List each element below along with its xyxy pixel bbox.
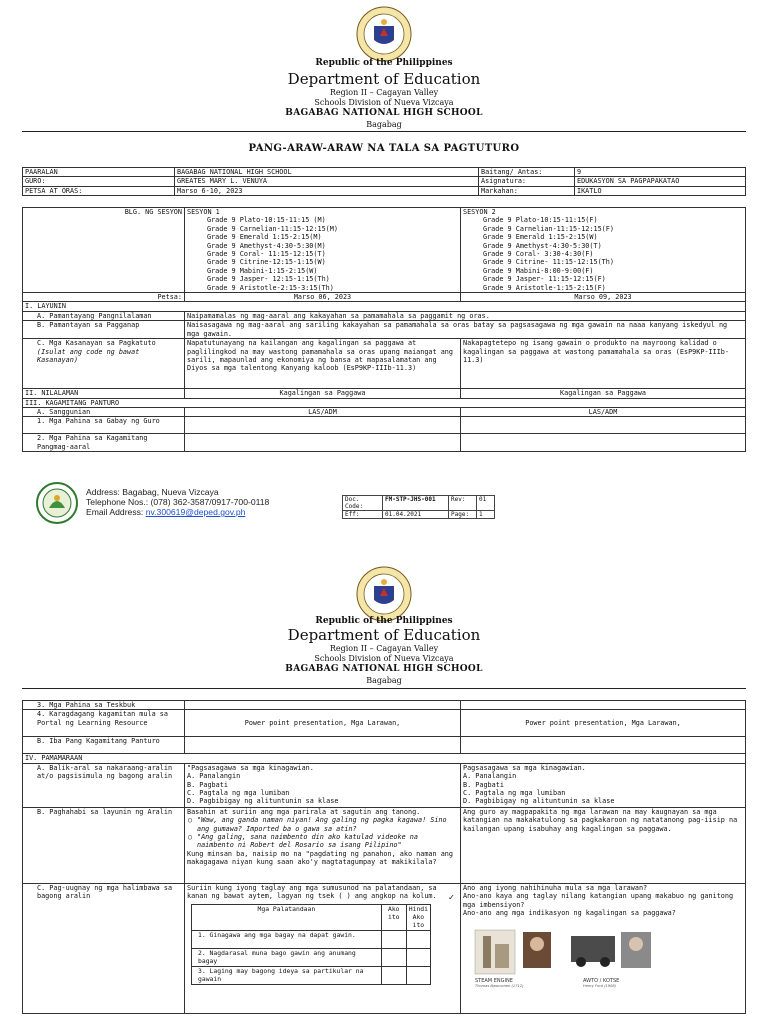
imbensiyon-pictures	[471, 926, 699, 988]
kagamitang-label: 2. Mga Pahina sa Kagamitang Pangmag-aaral	[23, 434, 185, 452]
sesyon-one-cell	[185, 208, 461, 293]
hindi-ako-ito-cell[interactable]	[406, 948, 430, 966]
sesyon-item: Grade 9 Carnelian-11:15-12:15(F)	[483, 224, 614, 233]
sanggunian-two: LAS/ADM	[461, 407, 746, 416]
kagamitang-two	[461, 434, 746, 452]
page-value: 1	[477, 511, 495, 519]
balik-one	[185, 763, 461, 807]
balik-item: D. Pagbibigay ng alituntunin sa klase	[187, 797, 339, 806]
rev-value: 01	[477, 496, 495, 511]
page-two	[0, 560, 768, 1024]
pagganap-value: Naisasagawa ng mag-aaral ang sariling kakayahan sa pamamahala sa oras batay sa pagsasagawa ng mga gawain na naaa kanyang iskedyul ng mga gawain.	[185, 321, 746, 339]
iba-one	[185, 737, 461, 754]
gabay-two	[461, 417, 746, 434]
department-title: Department of Education	[287, 70, 481, 88]
sesyon-two-title: SESYON 2	[463, 208, 496, 216]
sesyon-item: Grade 9 Citrine-12:15-1:15(W)	[207, 258, 326, 267]
pag-ugnay-question: Ano-ano ang mga indikasyon ng kagalingan sa paggawa?	[463, 909, 676, 918]
palatandaan-table	[191, 904, 431, 985]
balik-item: A. Panalangin	[463, 772, 517, 781]
pag-ugnay-question: Ano ang iyong nahihinuha mula sa mga larawan?	[463, 883, 648, 892]
eff-label: Eff:	[343, 511, 383, 519]
region-label: Region II – Cagayan Valley	[329, 644, 439, 653]
gabay-one	[185, 417, 461, 434]
balik-item: A. Panalangin	[187, 772, 241, 781]
caption-awto-sub: Henry Ford (1908)	[583, 983, 617, 988]
footer-email-link[interactable]: nv.300619@deped.gov.ph	[145, 507, 246, 517]
paghahabi-outro: Kung minsan ba, naisip mo na "pagdating ng panahon, ako naman ang makagagawa niyan kung saan ako'y magtatagumpay at makikilala?	[187, 849, 453, 867]
baitang-value: 9	[575, 168, 746, 177]
balik-two-title: Pagsasagawa sa mga kinagawian.	[463, 763, 586, 772]
ako-ito-cell[interactable]	[381, 930, 406, 948]
school-name: BAGABAG NATIONAL HIGH SCHOOL	[285, 664, 483, 674]
sesyon-item: Grade 9 Jasper- 11:15-12:15(F)	[483, 275, 606, 284]
department-title: Department of Education	[287, 626, 481, 644]
nilalaman-heading: II. NILALAMAN	[23, 389, 185, 398]
sesyon-two-cell	[461, 208, 746, 293]
nilalaman-one: Kagalingan sa Paggawa	[185, 389, 461, 398]
palatandaan-row: 2. Nagdarasal muna bago gawin ang anumang bagay	[192, 948, 382, 966]
paghahabi-question-two	[187, 833, 458, 850]
pag-ugnay-two	[461, 883, 746, 1013]
paghahabi-intro: Basahin at suriin ang mga pariralа at sagutin ang tanong.	[187, 807, 421, 816]
page-label: Page:	[449, 511, 477, 519]
petsa-value: Marso 6-10, 2023	[175, 186, 479, 195]
gabay-label: 1. Mga Pahina sa Gabay ng Guro	[23, 417, 185, 434]
header-rule	[22, 131, 746, 132]
republic-label: Republic of the Philippines	[315, 616, 453, 626]
kasanayan-label-note: (Isulat ang code ng bawat Kasanayan)	[37, 347, 140, 364]
paghahabi-question-two-text: "Ang galing, sana naimbento din ako katulad vidеoke na naimbento ni Robert del Rosario sa isang Pilipino"	[197, 833, 418, 850]
palatandaan-row: 1. Ginagawa ang mga bagay na dapat gawin.	[192, 930, 382, 948]
guro-value: GREATES MARY L. VENUYA	[175, 177, 479, 186]
kagamitang-one	[185, 434, 461, 452]
sesyon-item: Grade 9 Amethyst-4:30-5:30(M)	[207, 241, 326, 250]
sesyon-item: Grade 9 Emerald 1:15-2:15(M)	[207, 233, 322, 242]
sesyon-item: Grade 9 Mabini-1:15-2:15(W)	[207, 266, 318, 275]
pangnilalaman-label: A. Pamantayang Pangnilalaman	[23, 311, 185, 320]
footer	[28, 482, 740, 522]
paghahabi-question-one-text: "Waw, ang ganda naman niyan! Ang galing ng pagka kagawa! Sino ang gumawa? Imported ba o gawa sa atin?	[197, 816, 447, 833]
sesyon-item: Grade 9 Coral- 11:15-12:15(T)	[207, 250, 326, 259]
deped-seal-icon	[356, 566, 412, 622]
kasanayan-value-one: Napatutunayang na kailangan ang kagalingan sa paggawa at paglilingkod na may wastong pamamahala sa oras upang maiangat ang sarili, mapaunlad ang ekonomiya ng bansa at mapasalamatan ang Diyos sa mga talentong Kanyang kaloob (EsP9KP-IIIb-11.3)	[185, 339, 461, 389]
karagdagan-label: 4. Karagdagang kagamitan mula sa Portal ng Learning Resource	[23, 710, 185, 737]
palatandaan-header: Mga Palatandaan	[192, 904, 382, 930]
sesyon-item: Grade 9 Plato-10:15-11:15(F)	[483, 216, 598, 225]
paghahabi-one	[185, 807, 461, 883]
pag-ugnay-question: Ano-ano kaya ang taglay nilang katangian upang makabuo ng ganitong mga imbensiyon?	[463, 892, 734, 909]
ako-ito-cell[interactable]	[381, 948, 406, 966]
kasanayan-cell	[23, 339, 185, 389]
caption-awto: AWTO / KOTSE	[583, 977, 620, 984]
baitang-label: Baitang/ Antas:	[479, 168, 575, 177]
petsa-label: PETSA AT ORAS:	[23, 186, 175, 195]
sesyon-item: Grade 9 Plato-10:15-11:15 (M)	[207, 216, 326, 225]
region-label: Region II – Cagayan Valley	[329, 88, 439, 97]
info-table	[22, 167, 746, 196]
sesyon-item: Grade 9 Coral- 3:30-4:30(F)	[483, 250, 594, 259]
caption-steam-engine-sub: Thomas Newcomen (1712)	[475, 983, 524, 988]
paaralan-value: BAGABAG NATIONAL HIGH SCHOOL	[175, 168, 479, 177]
blg-sesyon-label: BLG. NG SESYON	[23, 208, 185, 293]
balik-one-title: "Pagsasagawa sa mga kinagawian.	[187, 763, 314, 772]
balik-item: B. Pagbati	[463, 780, 504, 789]
hindi-ako-ito-cell[interactable]	[406, 966, 430, 984]
pagganap-label: B. Pamantayan sa Pagganap	[23, 321, 185, 339]
tekstbuk-two	[461, 701, 746, 710]
plan-table	[22, 207, 746, 452]
republic-label: Republic of the Philippines	[315, 58, 453, 68]
deped-seal-icon	[356, 6, 412, 62]
balik-label: A. Balik-aral sa nakaraang-aralin at/o pagsisimula ng bagong aralin	[23, 763, 185, 807]
sesyon-item: Grade 9 Aristotle-1:15-2:15(F)	[483, 283, 606, 292]
bullet-icon: ○	[188, 816, 193, 825]
sesyon-item: Grade 9 Carnelian-11:15-12:15(M)	[207, 224, 338, 233]
iba-label: B. Iba Pang Kagamitang Panturo	[23, 737, 185, 754]
school-name: BAGABAG NATIONAL HIGH SCHOOL	[285, 108, 483, 118]
tekstbuk-one	[185, 701, 461, 710]
footer-address: Address: Bagabag, Nueva Vizcaya	[86, 487, 219, 497]
petsa-row-label: Petsa:	[23, 293, 185, 302]
kasanayan-value-two: Nakapagtetepo ng isang gawain o produkto na mayroong kalidad o kagalingan sa paggawa at wastong pamamahala sa oras (EsP9KP-IIIb-11.3)	[461, 339, 746, 389]
caption-steam-engine: STEAM ENGINE	[475, 977, 513, 984]
balik-item: C. Pagtala ng mga lumiban	[187, 789, 290, 798]
nilalaman-two: Kagalingan sa Paggawa	[461, 389, 746, 398]
iba-two	[461, 737, 746, 754]
balik-two	[461, 763, 746, 807]
sesyon-item: Grade 9 Jasper- 12:15-1:15(Th)	[207, 275, 330, 284]
kasanayan-label: C. Mga Kasanayan sa Pagkatuto	[37, 339, 156, 348]
rev-label: Rev:	[449, 496, 477, 511]
division-label: Schools Division of Nueva Vizcaya	[314, 98, 454, 107]
sesyon-item: Grade 9 Citrine- 11:15-12:15(Th)	[483, 258, 614, 267]
sanggunian-one: LAS/ADM	[185, 407, 461, 416]
paghahabi-question-one	[187, 816, 458, 833]
footer-address-block	[86, 487, 269, 517]
bullet-icon: ○	[188, 833, 193, 842]
pamamaraan-heading: IV. PAMAMARAAN	[23, 754, 746, 763]
sesyon-item: Grade 9 Emerald 1:15-2:15(W)	[483, 233, 598, 242]
balik-item: B. Pagbati	[187, 780, 228, 789]
sanggunian-label: A. Sanggunian	[23, 407, 185, 416]
sesyon-one-title: SESYON 1	[187, 208, 220, 216]
town-label: Bagabag	[366, 676, 402, 685]
layunin-heading: I. LAYUNIN	[23, 302, 746, 311]
markahan-label: Markahan:	[479, 186, 575, 195]
pag-ugnay-label: C. Pag-uugnay ng mga halimbawa sa bagong aralin	[23, 883, 185, 1013]
paghahabi-two: Ang guro ay magpapakita ng mga larawan na may kaugnayan sa mga katangian na makakatulong sa pagkakaroon ng natatanong pag-iisip na kailangan upang isabuhay ang kagalingan sa paggawa.	[461, 807, 746, 883]
balik-item: C. Pagtala ng mga lumiban	[463, 789, 566, 798]
karagdagan-one: Power point presentation, Mga Larawan,	[185, 710, 461, 737]
ako-ito-cell[interactable]	[381, 966, 406, 984]
asignatura-label: Asignatura:	[479, 177, 575, 186]
school-logo-icon	[36, 482, 78, 524]
sesyon-item: Grade 9 Aristotle-2:15-3:15(Th)	[207, 283, 334, 292]
pangnilalaman-value: Naipamamalas ng mag-aaral ang kakayahan sa pamamahala sa paggamit ng oras.	[185, 311, 746, 320]
guro-label: GURO:	[23, 177, 175, 186]
asignatura-value: EDUKASYON SA PAGPAPAKATAO	[575, 177, 746, 186]
hindi-ako-ito-header: Hindi Ako ito	[406, 904, 430, 930]
petsa-two: Marso 09, 2023	[461, 293, 746, 302]
footer-telephone: Telephone Nos.: (078) 362-3587/0917-700-0118	[86, 497, 270, 507]
doc-code-table	[342, 495, 495, 519]
kagamitan-heading: III. KAGAMITANG PANTURO	[23, 398, 746, 407]
sesyon-item: Grade 9 Amethyst-4:30-5:30(T)	[483, 241, 602, 250]
hindi-ako-ito-cell[interactable]	[406, 930, 430, 948]
markahan-value: IKATLO	[575, 186, 746, 195]
footer-email-label: Email Address:	[86, 507, 144, 517]
paghahabi-label: B. Paghahabi sa layunin ng Aralin	[23, 807, 185, 883]
balik-item: D. Pagbibigay ng alituntunin sa klase	[463, 797, 615, 806]
check-icon: ✓	[448, 892, 454, 903]
division-label: Schools Division of Nueva Vizcaya	[314, 654, 454, 663]
karagdagan-two: Power point presentation, Mga Larawan,	[461, 710, 746, 737]
ako-ito-header: Ako ito	[381, 904, 406, 930]
doc-code-label: Doc. Code:	[343, 496, 383, 511]
plan-table-continued	[22, 700, 746, 1014]
header-rule	[22, 688, 746, 689]
eff-value: 01.04.2021	[383, 511, 449, 519]
pag-ugnay-one	[185, 883, 461, 1013]
palatandaan-row: 3. Laging may bagong ideya sa partikular na gawain	[192, 966, 382, 984]
sesyon-item: Grade 9 Mabini-8:00-9:00(F)	[483, 266, 594, 275]
footer-email-row	[86, 507, 269, 517]
paaralan-label: PAARALAN	[23, 168, 175, 177]
doc-code-value: FM-STP-JHS-001	[383, 496, 449, 511]
petsa-one: Marso 06, 2023	[185, 293, 461, 302]
pag-ugnay-instructions: Suriin kung iyong taglay ang mga sumusunod na palatandaan, sa kanan ng bawat aytem, lagyan ng tsek ( ) ang angkop na kolum.	[187, 883, 437, 901]
page-title: PANG-ARAW-ARAW NA TALA SA PAGTUTURO	[248, 143, 520, 154]
tekstbuk-label: 3. Mga Pahina sa Teskbuk	[23, 701, 185, 710]
town-label: Bagabag	[366, 120, 402, 129]
